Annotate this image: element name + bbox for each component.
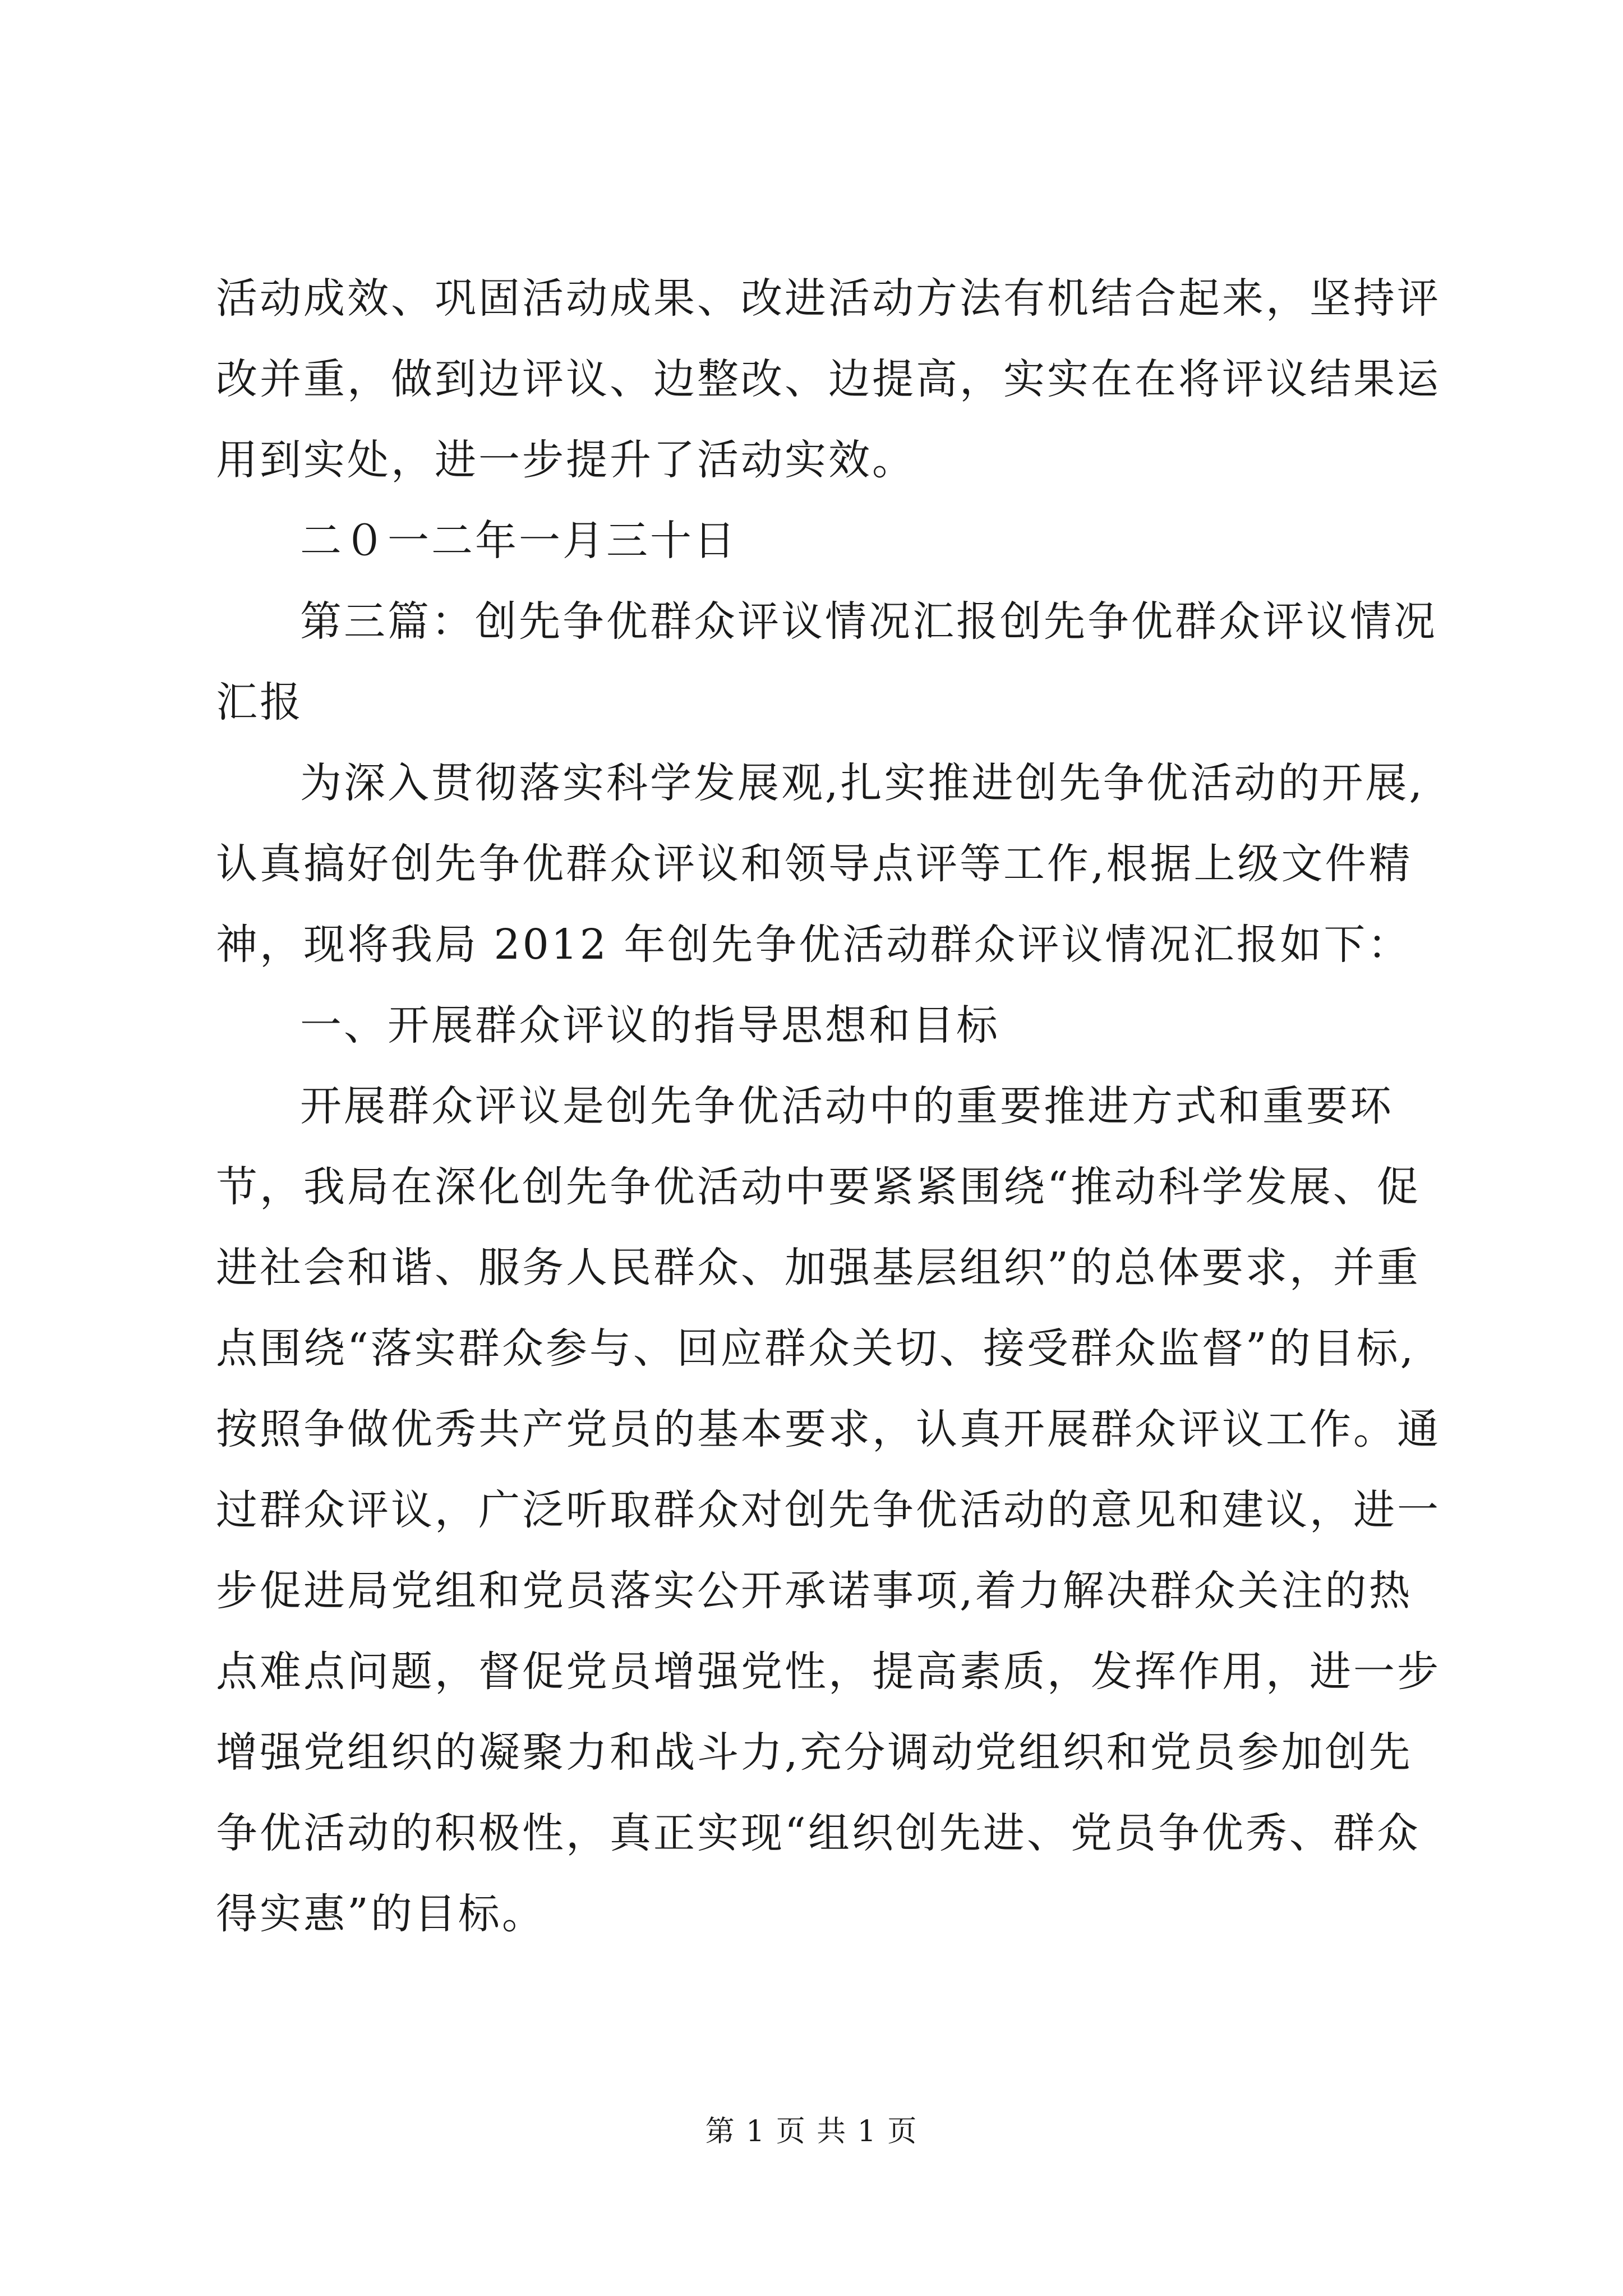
section-title-continued: 汇报 (216, 678, 303, 726)
body-line: 用到实处，进一步提升了活动实效。 (216, 436, 916, 484)
body-line: 按照争做优秀共产党员的基本要求，认真开展群众评议工作。通 (216, 1405, 1441, 1453)
body-line: 认真搞好创先争优群众评议和领导点评等工作,根据上级文件精 (216, 840, 1413, 888)
body-line: 神，现将我局 2012 年创先争优活动群众评议情况汇报如下： (216, 921, 1412, 969)
body-line: 进社会和谐、服务人民群众、加强基层组织”的总体要求，并重 (216, 1244, 1421, 1292)
body-line: 活动成效、巩固活动成果、改进活动方法有机结合起来，坚持评 (216, 274, 1441, 323)
page-number: 第 1 页 共 1 页 (705, 2115, 918, 2148)
body-line: 节，我局在深化创先争优活动中要紧紧围绕“推动科学发展、促 (216, 1163, 1421, 1211)
body-line: 改并重，做到边评议、边整改、边提高，实实在在将评议结果运 (216, 355, 1441, 403)
body-line: 为深入贯彻落实科学发展观,扎实推进创先争优活动的开展, (300, 759, 1425, 807)
body-line: 步促进局党组和党员落实公开承诺事项,着力解决群众关注的热 (216, 1567, 1413, 1615)
body-line: 点难点问题，督促党员增强党性，提高素质，发挥作用，进一步 (216, 1648, 1441, 1696)
body-line: 增强党组织的凝聚力和战斗力,充分调动党组织和党员参加创先 (216, 1728, 1413, 1777)
date-line: 二０一二年一月三十日 (300, 517, 737, 565)
document-body (216, 258, 1441, 1954)
body-line: 开展群众评议是创先争优活动中的重要推进方式和重要环 (300, 1082, 1394, 1130)
body-line: 争优活动的积极性，真正实现“组织创先进、党员争优秀、群众 (216, 1809, 1421, 1857)
page-footer (0, 2112, 1623, 2151)
body-line: 得实惠”的目标。 (216, 1890, 546, 1938)
body-line: 点围绕“落实群众参与、回应群众关切、接受群众监督”的目标, (216, 1324, 1416, 1373)
subheading: 一、开展群众评议的指导思想和目标 (300, 1001, 1000, 1050)
body-line: 过群众评议，广泛听取群众对创先争优活动的意见和建议，进一 (216, 1486, 1441, 1534)
section-title: 第三篇：创先争优群众评议情况汇报创先争优群众评议情况 (300, 597, 1437, 646)
